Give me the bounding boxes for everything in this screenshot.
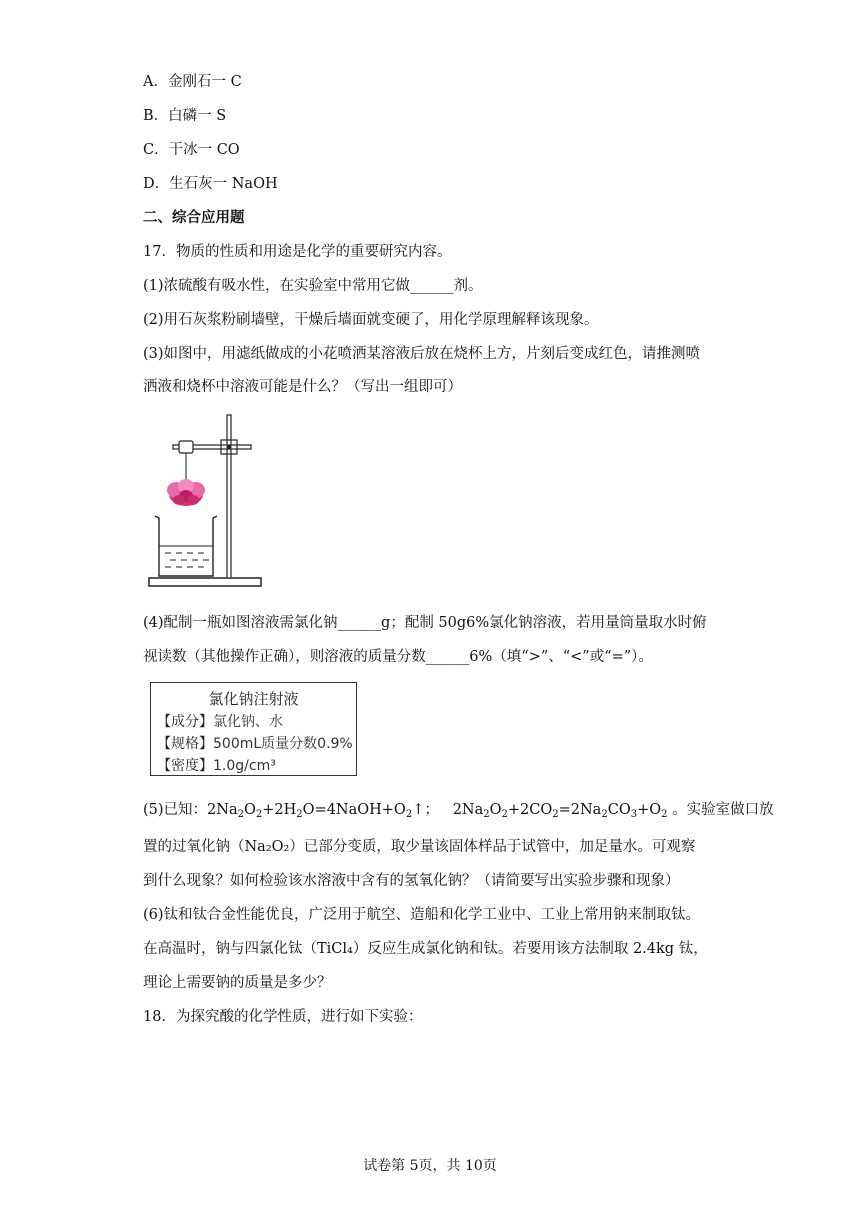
beaker [155, 516, 217, 576]
label-value: 氯化钠、水 [213, 714, 283, 730]
paper-flower [167, 479, 205, 506]
part5-suffix: 。实验室做口放 [672, 802, 774, 818]
option-a: A．金刚石一 C [143, 74, 242, 90]
option-d: D．生石灰一 NaOH [143, 176, 278, 192]
label-key: 【密度】 [157, 758, 213, 774]
equation-2: $2Na_2O_2+2CO_2=2Na_2CO_3+O_2$ [452, 802, 668, 820]
label-row-specification [157, 733, 356, 753]
label-row-density [157, 755, 356, 775]
label-key: 【规格】 [157, 736, 213, 752]
flower-beaker-figure [143, 410, 268, 590]
option-c: C．干冰一 CO [143, 142, 240, 158]
part5-prefix: (5)已知： [143, 802, 208, 818]
q17-stem: 17．物质的性质和用途是化学的重要研究内容。 [143, 244, 452, 260]
label-key: 【成分】 [157, 714, 213, 730]
q17-part4-line2: 视读数（其他操作正确），则溶液的质量分数______6%（填“>”、“<”或“=”）。 [143, 649, 653, 665]
q18-stem: 18．为探究酸的化学性质，进行如下实验： [143, 1009, 423, 1025]
section-title: 二、综合应用题 [143, 209, 245, 226]
q17-part2: (2)用石灰浆粉刷墙壁，干燥后墙面就变硬了，用化学原理解释该现象。 [143, 312, 599, 328]
page-footer: 试卷第 5页，共 10页 [363, 1158, 497, 1174]
label-title: 氯化钠注射液 [208, 690, 299, 708]
equation-1: $2Na_2O_2+2H_2O=4NaOH+O_2↑$； [207, 802, 439, 820]
q17-part5-line3: 到什么现象？如何检验该水溶液中含有的氢氧化钠？（请简要写出实验步骤和现象） [143, 873, 680, 889]
label-value: 500mL质量分数0.9% [213, 736, 353, 752]
q17-part3-line2: 洒液和烧杯中溶液可能是什么？（写出一组即可） [143, 379, 462, 395]
label-value: 1.0g/cm³ [213, 758, 276, 774]
stand-base [149, 578, 261, 586]
q17-part6-line1: (6)钛和钛合金性能优良，广泛用于航空、造船和化学工业中、工业上常用钠来制取钛。 [143, 907, 701, 923]
q17-part6-line3: 理论上需要钠的质量是多少？ [143, 975, 332, 991]
q17-part5-line2: 置的过氧化钠（Na₂O₂）已部分变质，取少量该固体样品于试管中，加足量水。可观察 [143, 839, 696, 855]
saline-label-box [150, 682, 357, 776]
label-row-composition [157, 711, 356, 731]
q17-part3-line1: (3)如图中，用滤纸做成的小花喷洒某溶液后放在烧杯上方，片刻后变成红色，请推测喷 [143, 346, 701, 362]
q17-part5-line1 [143, 801, 774, 819]
q17-part1: (1)浓硫酸有吸水性，在实验室中常用它做______剂。 [143, 278, 483, 294]
q17-part4-line1: (4)配制一瓶如图溶液需氯化钠______g；配制 50g6%氯化钠溶液，若用量筒量取水时俯 [143, 615, 707, 631]
q17-part6-line2: 在高温时，钠与四氯化钛（TiCl₄）反应生成氯化钠和钛。若要用该方法制取 2.4kg 钛， [143, 941, 708, 957]
option-b: B．白磷一 S [143, 108, 227, 124]
